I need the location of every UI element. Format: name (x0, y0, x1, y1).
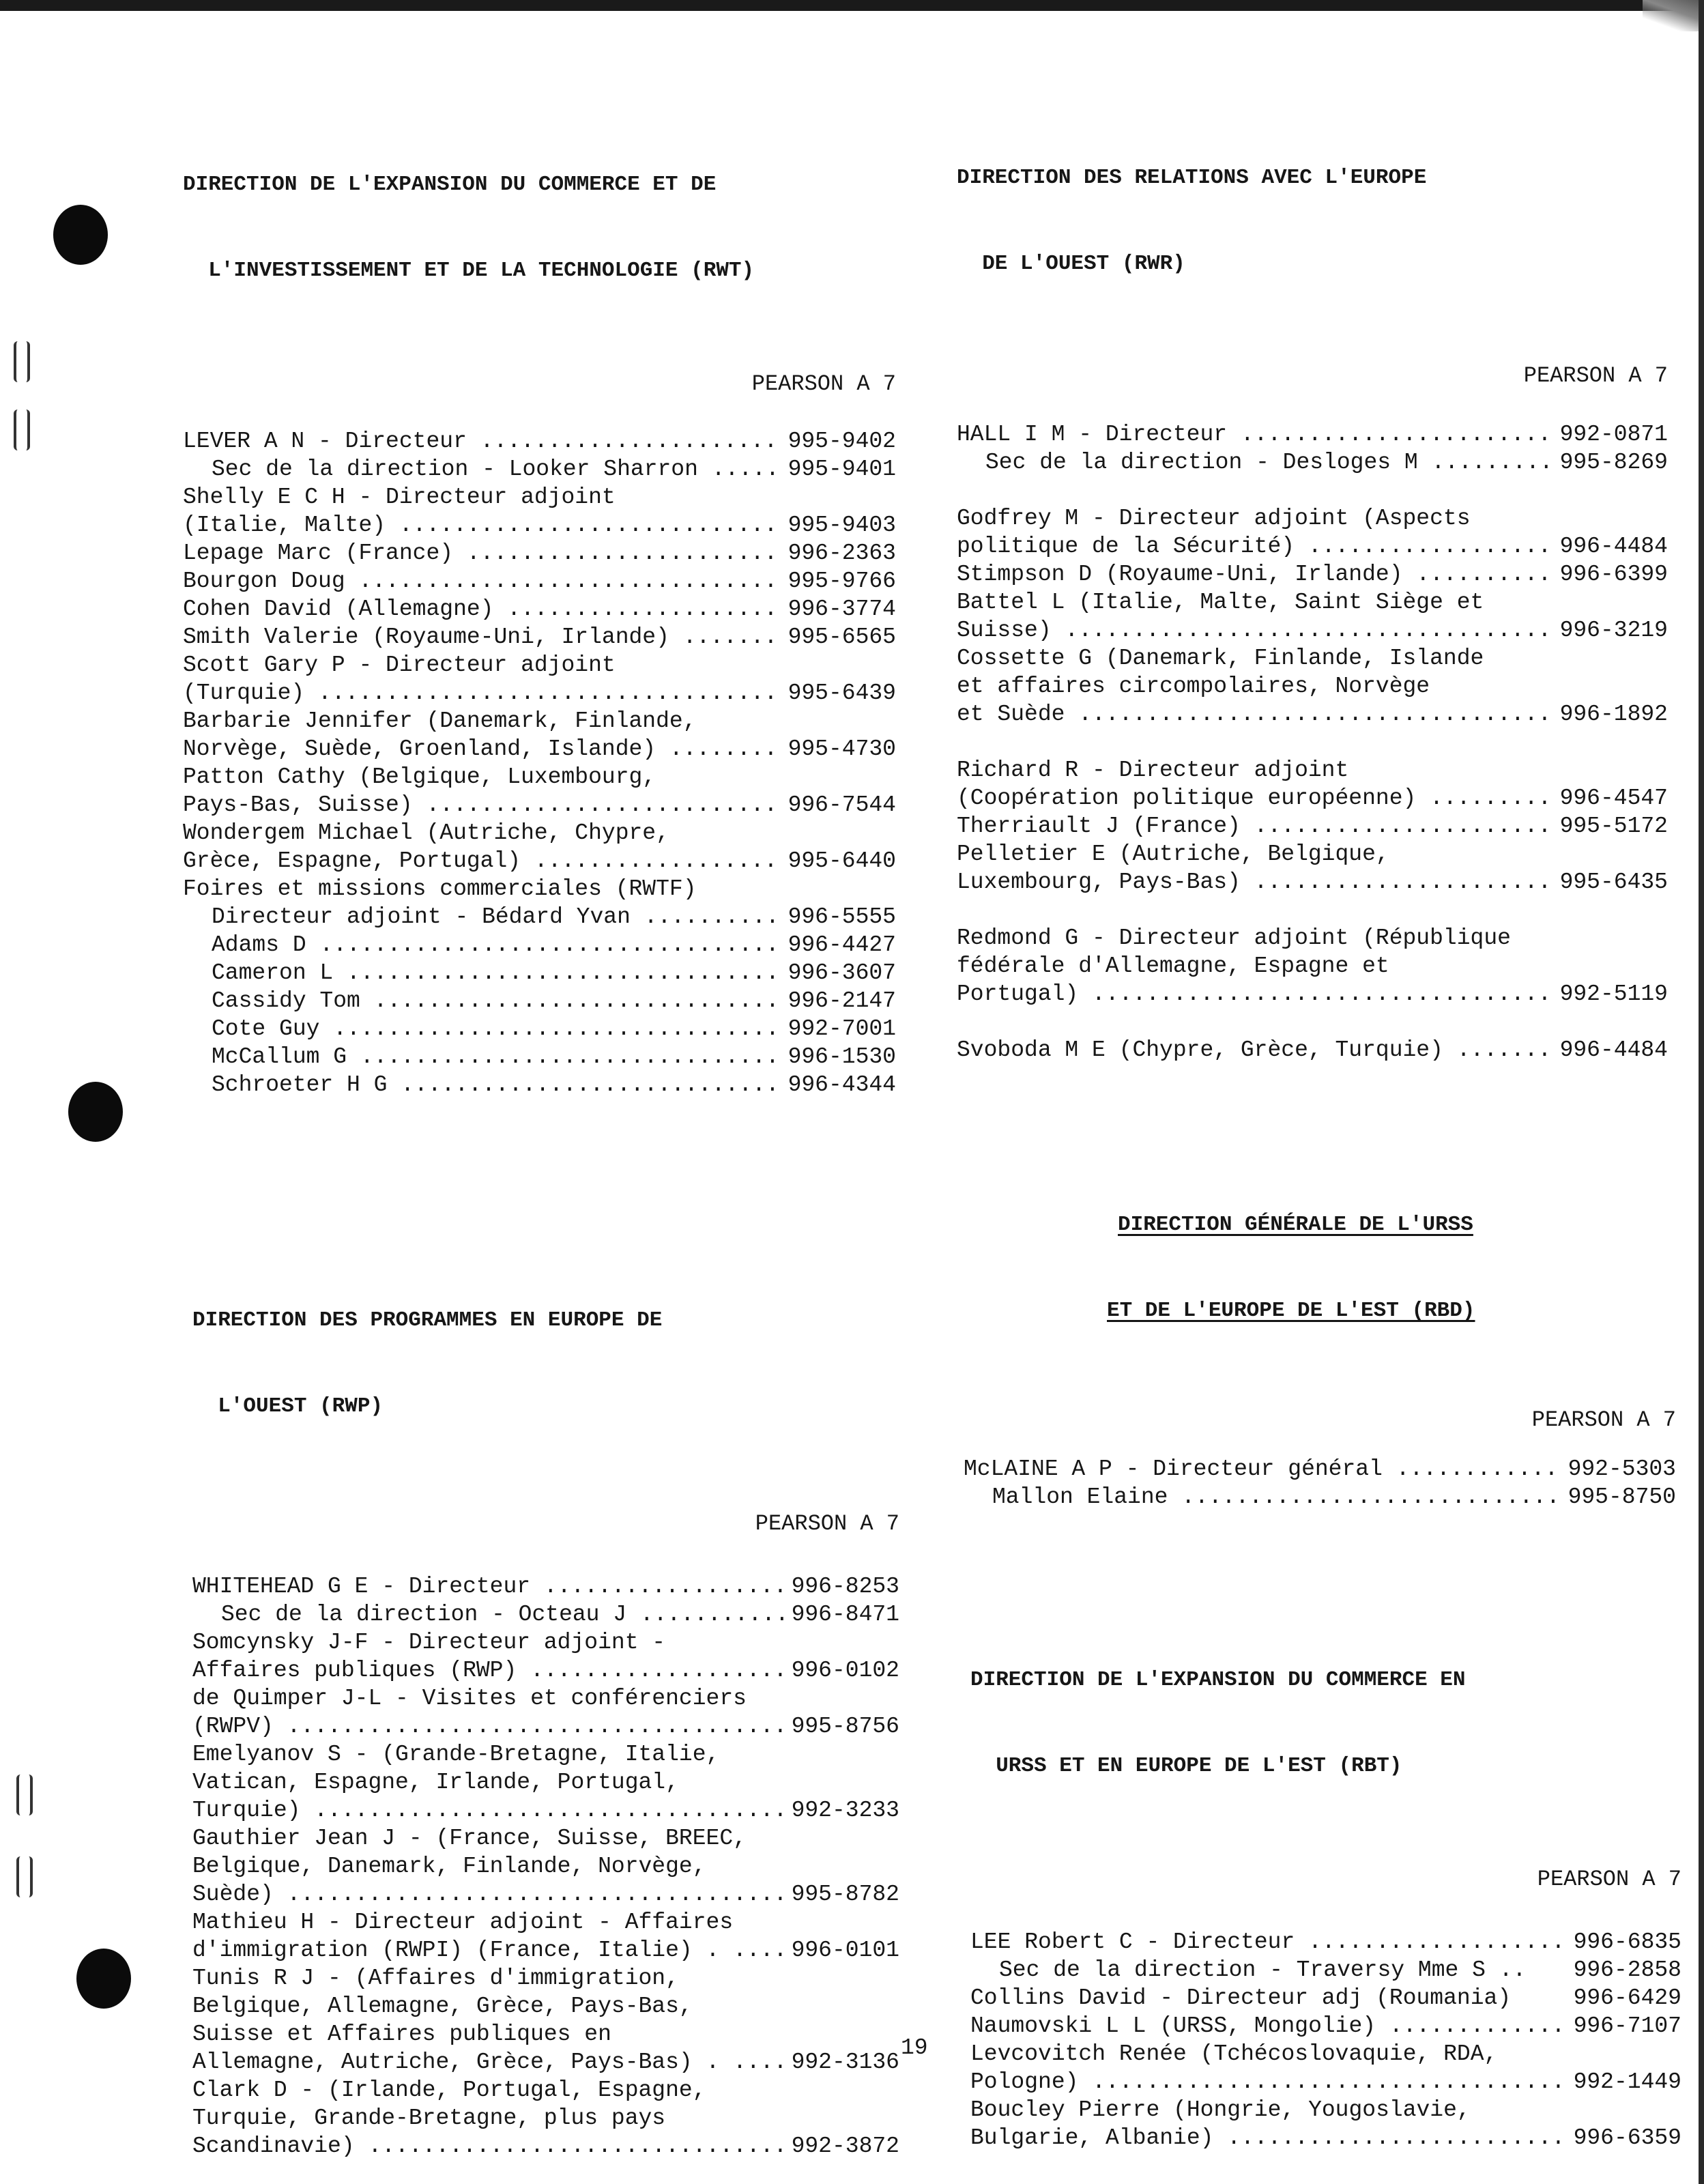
directory-entry (957, 588, 1668, 644)
entry-name-lines (183, 651, 781, 707)
binder-mark-icon (14, 341, 30, 382)
directory-entry (183, 1043, 896, 1071)
entry-name-lines (957, 588, 1553, 644)
entry-name-line: Pelletier E (Autriche, Belgique, (957, 842, 1389, 867)
entry-name-line: Mallon Elaine ..... (992, 1483, 1561, 1511)
entry-name-line: Tunis R J - (Affaires d'immigration, (192, 1966, 679, 1991)
directory-entry (183, 903, 896, 931)
phone-number: 996-7544 (788, 792, 896, 818)
entry-name-line: Sec de la direction - Looker Sharron ..... (212, 455, 781, 483)
entry-name-line: Levcovitch Renée (Tchécoslovaquie, RDA, (970, 2041, 1498, 2067)
entry-name-line: Richard R - Directeur adjoint (957, 758, 1349, 783)
directory-entry (183, 1071, 896, 1099)
directory-entry (183, 651, 896, 707)
phone-number: 992-3872 (791, 2133, 899, 2159)
directory-entry (957, 504, 1668, 560)
phone-number: 995-8782 (791, 1882, 899, 1907)
directory-entry (183, 763, 896, 819)
directory-entry (964, 1483, 1676, 1511)
entry-name-line: WHITEHEAD G E - Directeur ..... (192, 1572, 785, 1600)
entry-name-line: Somcynsky J-F - Directeur adjoint - (192, 1630, 666, 1655)
section-title-line: DIRECTION GÉNÉRALE DE L'URSS (1118, 1213, 1473, 1237)
entry-name-lines (212, 1043, 781, 1071)
phone-number: 996-1530 (788, 1044, 896, 1069)
entry-name-line: Sec de la direction - Octeau J ..... (221, 1600, 785, 1628)
section-title-line: DIRECTION DES RELATIONS AVEC L'EUROPE (957, 166, 1427, 190)
directory-entry (192, 1964, 899, 2076)
phone-number: 996-0102 (791, 1658, 899, 1683)
entry-name-line: Redmond G - Directeur adjoint (République (957, 925, 1511, 951)
entry-name-line: Gauthier Jean J - (France, Suisse, BREEC, (192, 1826, 747, 1851)
phone-number: 996-8471 (791, 1602, 899, 1627)
phone-number: 995-5172 (1559, 814, 1668, 839)
directory-entry (183, 819, 896, 875)
entry-name-lines (957, 1036, 1553, 1064)
phone-number: 996-7107 (1573, 2013, 1681, 2039)
binder-hole-icon (76, 1949, 131, 2009)
entry-name-line: Suisse et Affaires publiques en (192, 2022, 611, 2047)
phone-number: 996-0101 (791, 1938, 899, 1963)
phone-number: 996-3774 (788, 597, 896, 622)
section-title-line: ET DE L'EUROPE DE L'EST (RBD) (1107, 1299, 1475, 1323)
phone-number: 995-9401 (788, 457, 896, 482)
entry-name-line: Svoboda M E (Chypre, Grèce, Turquie) ..... (957, 1036, 1553, 1064)
entry-name-lines (970, 2096, 1567, 2152)
directory-entry (192, 2076, 899, 2160)
entry-name-line: Suisse) ..... (957, 616, 1553, 644)
entry-name-lines (192, 2076, 785, 2160)
entry-name-line: Pologne) ..... (970, 2068, 1567, 2096)
entry-name-lines (192, 1824, 785, 1908)
entry-name-lines (192, 1684, 785, 1740)
section-title-line: DIRECTION DES PROGRAMMES EN EUROPE DE (192, 1308, 663, 1332)
entry-name-line: (RWPV) ..... (192, 1712, 785, 1740)
phone-number: 996-6399 (1559, 562, 1668, 587)
entry-name-lines (957, 644, 1553, 728)
entry-name-lines (192, 1572, 785, 1600)
directory-entry (970, 1928, 1681, 1956)
phone-number: 996-4547 (1559, 786, 1668, 811)
directory-entry (192, 1740, 899, 1824)
phone-number: 992-3136 (791, 2050, 899, 2075)
page-number: 19 (901, 2035, 928, 2060)
entry-name-lines (970, 1984, 1567, 2012)
entry-list (183, 427, 896, 1099)
entry-name-lines (970, 1928, 1567, 1956)
entry-name-lines (212, 1015, 781, 1043)
entry-name-line: Cameron L ..... (212, 959, 781, 987)
phone-number: 996-2363 (788, 541, 896, 566)
directory-entry (183, 987, 896, 1015)
entry-name-line: Adams D ..... (212, 931, 781, 959)
directory-entry (183, 483, 896, 539)
entry-name-line: Directeur adjoint - Bédard Yvan ..... (212, 903, 781, 931)
entry-name-line: Scott Gary P - Directeur adjoint (183, 652, 616, 678)
entry-name-line: Battel L (Italie, Malte, Saint Siège et (957, 590, 1484, 615)
entry-name-lines (183, 427, 781, 455)
directory-entry (192, 1684, 899, 1740)
directory-entry (183, 427, 896, 455)
binder-mark-icon (16, 1774, 33, 1815)
entry-name-line: Therriault J (France) ..... (957, 812, 1553, 840)
section-title (964, 1153, 1676, 1383)
entry-name-line: Sec de la direction - Traversy Mme S .. (999, 1957, 1527, 1983)
section-title-line: URSS ET EN EUROPE DE L'EST (RBT) (970, 1754, 1402, 1778)
section-title (970, 1609, 1681, 1838)
entry-name-line: Bourgon Doug ..... (183, 567, 781, 595)
entry-list (957, 420, 1668, 1064)
entry-name-lines (957, 504, 1553, 560)
entry-name-line: fédérale d'Allemagne, Espagne et (957, 953, 1389, 979)
directory-entry (183, 567, 896, 595)
building-label: PEARSON A 7 (1537, 1867, 1681, 1892)
directory-entry (183, 931, 896, 959)
directory-entry (183, 539, 896, 567)
entry-name-line: et Suède ..... (957, 700, 1553, 728)
entry-name-lines (964, 1455, 1561, 1483)
phone-number: 992-0871 (1559, 422, 1668, 447)
directory-entry (957, 420, 1668, 448)
directory-entry (957, 1036, 1668, 1064)
building-label: PEARSON A 7 (755, 1511, 899, 1536)
phone-number: 992-5303 (1568, 1456, 1676, 1482)
phone-number: 996-2858 (1573, 1957, 1681, 1983)
phone-number: 992-1449 (1573, 2069, 1681, 2095)
entry-list (964, 1455, 1676, 1511)
entry-name-lines (999, 1956, 1567, 1984)
entry-name-lines (957, 756, 1553, 812)
entry-name-line: Bulgarie, Albanie) ..... (970, 2124, 1567, 2152)
directory-entry (970, 2096, 1681, 2152)
entry-spacer (957, 896, 1668, 924)
directory-entry (192, 1824, 899, 1908)
phone-number: 995-9402 (788, 429, 896, 454)
binder-hole-icon (68, 1082, 123, 1142)
entry-name-lines (212, 959, 781, 987)
directory-entry (957, 924, 1668, 1008)
entry-name-line: Naumovski L L (URSS, Mongolie) ..... (970, 2012, 1567, 2040)
entry-name-line: politique de la Sécurité) ..... (957, 532, 1553, 560)
directory-entry (970, 1984, 1681, 2012)
directory-entry (183, 959, 896, 987)
phone-number: 996-6429 (1573, 1985, 1681, 2011)
entry-name-line: Lepage Marc (France) ..... (183, 539, 781, 567)
directory-entry (957, 756, 1668, 812)
entry-name-lines (183, 875, 889, 903)
directory-entry (183, 455, 896, 483)
phone-number: 992-7001 (788, 1016, 896, 1041)
entry-name-line: Collins David - Directeur adj (Roumania) (970, 1985, 1512, 2011)
entry-name-line: Cohen David (Allemagne) ..... (183, 595, 781, 623)
phone-number: 996-3607 (788, 960, 896, 986)
section-rwr (957, 106, 1668, 1064)
entry-name-line: Smith Valerie (Royaume-Uni, Irlande) ..... (183, 623, 781, 651)
entry-name-line: Emelyanov S - (Grande-Bretagne, Italie, (192, 1742, 720, 1767)
entry-name-line: HALL I M - Directeur ..... (957, 420, 1553, 448)
section-rbd (964, 1153, 1676, 1511)
binder-mark-icon (16, 1856, 33, 1897)
phone-number: 992-5119 (1559, 981, 1668, 1007)
entry-spacer (957, 1008, 1668, 1036)
entry-name-line: Wondergem Michael (Autriche, Chypre, (183, 820, 669, 846)
directory-entry (970, 2012, 1681, 2040)
phone-number: 995-9403 (788, 513, 896, 538)
directory-entry (183, 707, 896, 763)
entry-name-lines (183, 539, 781, 567)
entry-name-line: Shelly E C H - Directeur adjoint (183, 485, 616, 510)
phone-number: 995-6439 (788, 680, 896, 706)
directory-entry (192, 1908, 899, 1964)
directory-entry (964, 1455, 1676, 1483)
entry-name-line: (Coopération politique européenne) ..... (957, 784, 1553, 812)
entry-spacer (957, 728, 1668, 756)
entry-name-line: (Turquie) ..... (183, 679, 781, 707)
entry-name-line: Belgique, Danemark, Finlande, Norvège, (192, 1854, 706, 1879)
entry-name-lines (183, 567, 781, 595)
phone-number: 995-8756 (791, 1714, 899, 1739)
entry-name-line: Vatican, Espagne, Irlande, Portugal, (192, 1770, 679, 1795)
entry-name-line: McCallum G ..... (212, 1043, 781, 1071)
phone-number: 996-5555 (788, 904, 896, 930)
directory-entry (957, 840, 1668, 896)
entry-list (970, 1928, 1681, 2152)
phone-number: 995-6565 (788, 624, 896, 650)
entry-name-line: Sec de la direction - Desloges M ..... (985, 448, 1553, 476)
entry-name-line: Portugal) ..... (957, 980, 1553, 1008)
entry-name-line: Clark D - (Irlande, Portugal, Espagne, (192, 2078, 706, 2103)
entry-name-lines (212, 903, 781, 931)
directory-entry (192, 1600, 899, 1628)
entry-name-line: Belgique, Allemagne, Grèce, Pays-Bas, (192, 1994, 693, 2019)
section-title-line: DIRECTION DE L'EXPANSION DU COMMERCE ET DE (183, 173, 717, 197)
entry-name-lines (183, 483, 781, 539)
entry-name-lines (192, 1628, 785, 1684)
phone-number: 996-4344 (788, 1072, 896, 1097)
entry-name-lines (957, 812, 1553, 840)
section-rwt (183, 113, 896, 1099)
building-label: PEARSON A 7 (1531, 1407, 1676, 1433)
entry-name-line: Patton Cathy (Belgique, Luxembourg, (183, 764, 656, 790)
entry-name-line: Foires et missions commerciales (RWTF) (183, 876, 697, 902)
entry-name-lines (957, 924, 1553, 1008)
entry-name-line: Allemagne, Autriche, Grèce, Pays-Bas) . ..... (192, 2048, 785, 2076)
phone-number: 996-6359 (1573, 2125, 1681, 2151)
entry-name-lines (970, 2040, 1567, 2096)
phone-number: 995-4730 (788, 736, 896, 762)
phone-number: 996-1892 (1559, 702, 1668, 727)
directory-entry (970, 1956, 1681, 1984)
scan-top-edge (0, 0, 1704, 11)
directory-entry (192, 1628, 899, 1684)
phone-number: 995-9766 (788, 569, 896, 594)
entry-name-line: Grèce, Espagne, Portugal) ..... (183, 847, 781, 875)
phone-number: 996-4427 (788, 932, 896, 958)
directory-entry (957, 812, 1668, 840)
entry-name-lines (183, 763, 781, 819)
directory-entry (183, 623, 896, 651)
entry-name-lines (212, 455, 781, 483)
directory-entry (183, 875, 896, 903)
entry-name-line: (Italie, Malte) ..... (183, 511, 781, 539)
entry-name-line: Cassidy Tom ..... (212, 987, 781, 1015)
entry-name-line: Luxembourg, Pays-Bas) ..... (957, 868, 1553, 896)
entry-name-lines (192, 1964, 785, 2076)
entry-name-lines (183, 819, 781, 875)
section-title (183, 113, 896, 343)
phone-number: 996-4484 (1559, 1037, 1668, 1063)
entry-name-line: McLAINE A P - Directeur général ..... (964, 1455, 1561, 1483)
entry-name-lines (192, 1740, 785, 1824)
entry-name-lines (192, 1908, 785, 1964)
directory-entry (957, 448, 1668, 476)
entry-name-line: Cossette G (Danemark, Finlande, Islande (957, 646, 1484, 671)
entry-name-lines (212, 931, 781, 959)
directory-entry (970, 2040, 1681, 2096)
section-rbt (970, 1609, 1681, 2152)
entry-name-line: Scandinavie) ..... (192, 2132, 785, 2160)
phone-number: 995-8750 (1568, 1484, 1676, 1510)
entry-name-lines (183, 623, 781, 651)
phone-number: 995-6440 (788, 848, 896, 874)
binder-mark-icon (14, 410, 30, 450)
phone-number: 995-6435 (1559, 870, 1668, 895)
entry-name-lines (992, 1483, 1561, 1511)
entry-name-lines (970, 2012, 1567, 2040)
binder-hole-icon (53, 205, 108, 265)
directory-entry (957, 644, 1668, 728)
entry-name-line: Pays-Bas, Suisse) ..... (183, 791, 781, 819)
building-label: PEARSON A 7 (1523, 363, 1668, 388)
entry-name-line: Cote Guy ..... (212, 1015, 781, 1043)
phone-number: 995-8269 (1559, 450, 1668, 475)
section-title-line: L'OUEST (RWP) (192, 1394, 384, 1418)
phone-number: 996-4484 (1559, 534, 1668, 559)
phone-number: 996-3219 (1559, 618, 1668, 643)
entry-name-lines (985, 448, 1553, 476)
entry-name-lines (957, 560, 1553, 588)
entry-name-line: Turquie) ..... (192, 1796, 785, 1824)
phone-number: 996-8253 (791, 1574, 899, 1599)
entry-name-lines (957, 840, 1553, 896)
section-title-line: DIRECTION DE L'EXPANSION DU COMMERCE EN (970, 1668, 1466, 1692)
section-rwp (192, 1249, 899, 2160)
section-title-line: L'INVESTISSEMENT ET DE LA TECHNOLOGIE (RWT) (183, 259, 755, 283)
directory-entry (183, 595, 896, 623)
directory-entry (957, 560, 1668, 588)
section-title (192, 1249, 899, 1478)
entry-name-line: Norvège, Suède, Groenland, Islande) ..... (183, 735, 781, 763)
phone-number: 992-3233 (791, 1798, 899, 1823)
entry-name-line: Turquie, Grande-Bretagne, plus pays (192, 2106, 666, 2131)
entry-name-line: Stimpson D (Royaume-Uni, Irlande) ..... (957, 560, 1553, 588)
entry-name-line: Affaires publiques (RWP) ..... (192, 1656, 785, 1684)
entry-name-lines (183, 707, 781, 763)
entry-name-line: Boucley Pierre (Hongrie, Yougoslavie, (970, 2097, 1471, 2123)
entry-name-line: LEVER A N - Directeur ..... (183, 427, 781, 455)
entry-name-lines (212, 1071, 781, 1099)
entry-name-line: Mathieu H - Directeur adjoint - Affaires (192, 1910, 734, 1935)
entry-name-lines (212, 987, 781, 1015)
entry-list (192, 1572, 899, 2160)
entry-name-line: d'immigration (RWPI) (France, Italie) . ..... (192, 1936, 785, 1964)
entry-name-lines (957, 420, 1553, 448)
directory-entry (192, 1572, 899, 1600)
entry-spacer (957, 476, 1668, 504)
entry-name-line: Godfrey M - Directeur adjoint (Aspects (957, 506, 1471, 531)
entry-name-line: Suède) ..... (192, 1880, 785, 1908)
entry-name-line: Schroeter H G ..... (212, 1071, 781, 1099)
directory-entry (183, 1015, 896, 1043)
entry-name-lines (221, 1600, 785, 1628)
phone-number: 996-6835 (1573, 1929, 1681, 1955)
scan-right-edge (1699, 0, 1704, 2184)
entry-name-lines (183, 595, 781, 623)
phone-number: 996-2147 (788, 988, 896, 1014)
entry-name-line: Barbarie Jennifer (Danemark, Finlande, (183, 708, 697, 734)
entry-name-line: LEE Robert C - Directeur ..... (970, 1928, 1567, 1956)
section-title (957, 106, 1668, 336)
building-label: PEARSON A 7 (751, 371, 896, 397)
section-title-line: DE L'OUEST (RWR) (957, 252, 1185, 276)
entry-name-line: et affaires circompolaires, Norvège (957, 674, 1430, 699)
entry-name-line: de Quimper J-L - Visites et conférenciers (192, 1686, 747, 1711)
